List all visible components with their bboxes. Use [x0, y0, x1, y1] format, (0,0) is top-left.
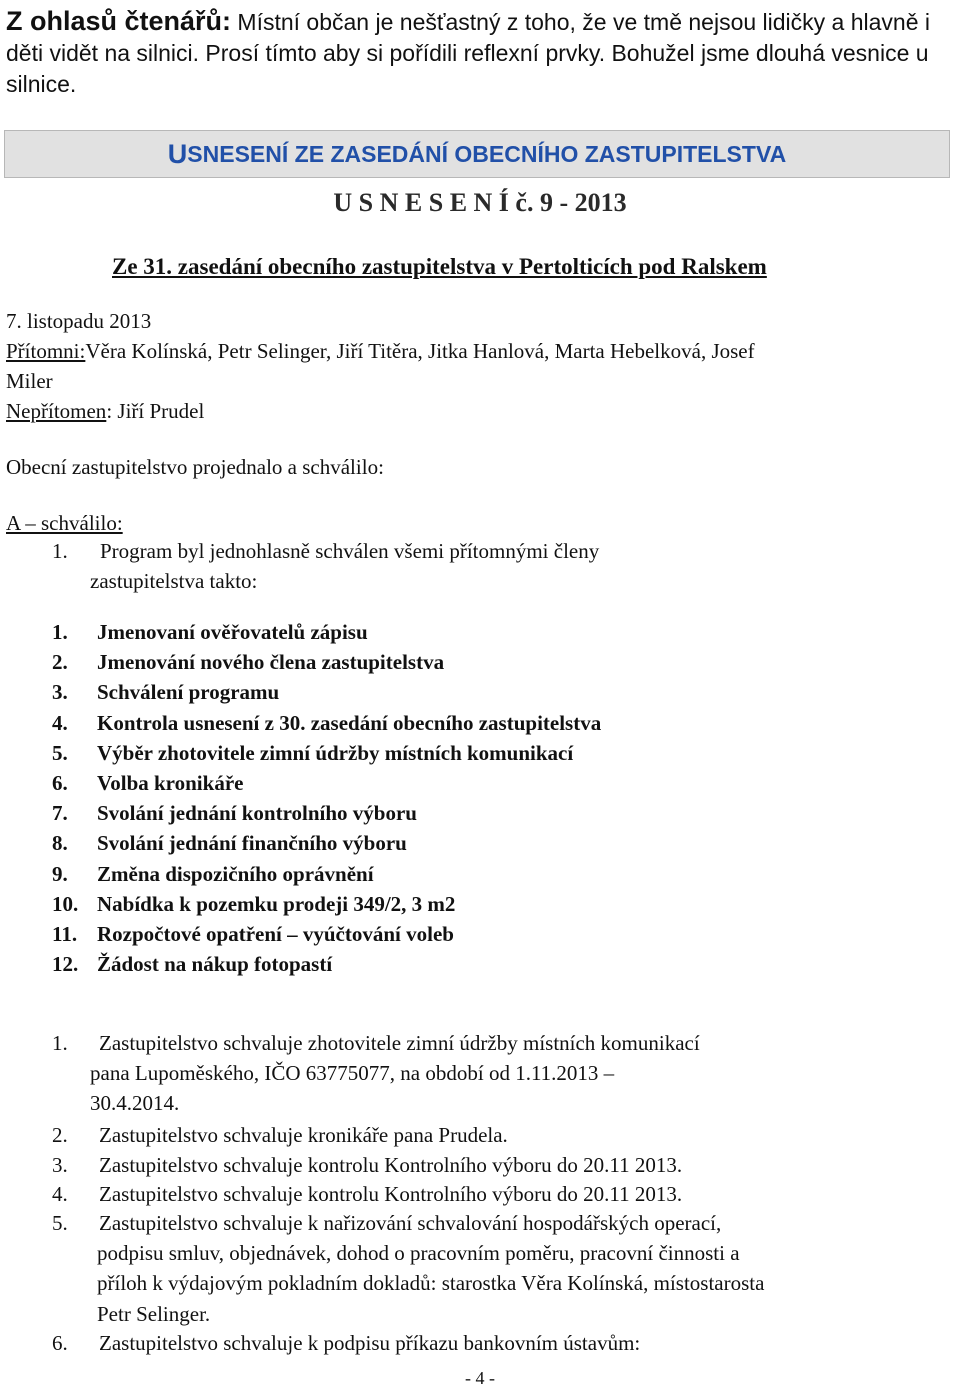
absent-name: : Jiří Prudel	[106, 399, 205, 423]
resolution-item: Zastupitelstvo schvaluje k podpisu příkazu bankovním ústavům:	[99, 1331, 641, 1355]
resolution-item-cont: Petr Selinger.	[97, 1301, 211, 1326]
program-text: Program byl jednohlasně schválen všemi přítomnými členy	[100, 539, 600, 563]
agenda-item-number: 12.	[52, 952, 79, 977]
resolution-item-number: 5.	[52, 1211, 68, 1235]
agenda-item: Výběr zhotovitele zimní údržby místních komunikací	[97, 740, 574, 765]
present-names-cont: Miler	[6, 369, 53, 393]
agenda-item: Rozpočtové opatření – vyúčtování voleb	[97, 922, 454, 946]
resolution-item: Zastupitelstvo schvaluje zhotovitele zimní údržby místních komunikací	[99, 1031, 700, 1055]
program-text-cont: zastupitelstva takto:	[90, 569, 258, 593]
approved-intro: Obecní zastupitelstvo projednalo a schválilo:	[6, 455, 384, 479]
page-number: - 4 -	[465, 1368, 495, 1388]
letter-heading: Z ohlasů čtenářů:	[6, 6, 232, 36]
resolution-item-cont: podpisu smluv, objednávek, dohod o pracovním poměru, pracovní činnosti a	[97, 1241, 740, 1266]
resolution-item: Zastupitelstvo schvaluje kontrolu Kontrolního výboru do 20.11 2013.	[99, 1182, 683, 1206]
absent-label: Nepřítomen	[6, 399, 107, 423]
session-title: Ze 31. zasedání obecního zastupitelstva v Pertolticích pod Ralskem	[112, 254, 767, 279]
agenda-item-number: 9.	[52, 861, 68, 886]
agenda-item-number: 3.	[52, 680, 68, 705]
resolution-item: Zastupitelstvo schvaluje kronikáře pana Prudela.	[99, 1123, 508, 1147]
resolution-item-number: 4.	[52, 1182, 68, 1206]
agenda-item: Schválení programu	[97, 680, 280, 705]
resolution-item-number: 3.	[52, 1153, 68, 1177]
section-banner	[4, 130, 950, 178]
agenda-item-number: 8.	[52, 831, 68, 856]
agenda-item: Jmenování nového člena zastupitelstva	[97, 650, 445, 675]
agenda-item-number: 11.	[52, 922, 78, 946]
absent-line	[6, 396, 204, 426]
reader-letter	[6, 6, 956, 100]
section-a-heading: A – schválilo:	[6, 511, 123, 535]
present-line	[6, 336, 755, 366]
agenda-item: Volba kronikáře	[97, 771, 244, 795]
agenda-item: Svolání jednání kontrolního výboru	[97, 801, 417, 826]
resolution-item: Zastupitelstvo schvaluje k nařizování schvalování hospodářských operací,	[99, 1211, 722, 1235]
agenda-item-number: 10.	[52, 891, 79, 916]
agenda-item-number: 6.	[52, 771, 68, 795]
agenda-item: Svolání jednání finančního výboru	[97, 831, 407, 856]
resolution-item-cont: pana Lupoměského, IČO 63775077, na období od 1.11.2013 –	[90, 1061, 615, 1086]
agenda-item-number: 5.	[52, 740, 68, 765]
agenda-item-number: 1.	[52, 620, 68, 644]
resolution-item-cont: příloh k výdajovým pokladním dokladů: starostka Věra Kolínská, místostarosta	[97, 1271, 765, 1296]
agenda-item: Nabídka k pozemku prodeji 349/2, 3 m2	[97, 891, 456, 916]
banner-title: SNESENÍ ZE ZASEDÁNÍ OBECNÍHO ZASTUPITELSTVA	[187, 140, 787, 167]
present-label: Přítomni:	[6, 339, 86, 363]
resolution-item: Zastupitelstvo schvaluje kontrolu Kontrolního výboru do 20.11 2013.	[99, 1153, 683, 1177]
banner-first-letter: U	[167, 138, 188, 169]
resolution-item-number: 2.	[52, 1123, 68, 1147]
resolution-item-number: 6.	[52, 1331, 68, 1355]
agenda-item: Žádost na nákup fotopastí	[97, 952, 333, 977]
present-names: Věra Kolínská, Petr Selinger, Jiří Titěra, Jitka Hanlová, Marta Hebelková, Josef	[85, 339, 755, 363]
meeting-date: 7. listopadu 2013	[6, 309, 152, 333]
agenda-item: Změna dispozičního oprávnění	[97, 861, 374, 886]
resolution-item-cont: 30.4.2014.	[90, 1091, 180, 1116]
resolution-number: U S N E S E N Í č. 9 - 2013	[333, 188, 627, 217]
program-num: 1.	[52, 539, 68, 563]
agenda-item: Jmenovaní ověřovatelů zápisu	[97, 620, 368, 644]
letter-text: Místní občan je nešťastný z toho, že ve tmě nejsou lidičky a hlavně i děti vidět na silnici. Prosí tímto aby si pořídili reflexní prvky. Bohužel jsme dlouhá vesnice u silnice.	[6, 9, 931, 97]
agenda-item-number: 2.	[52, 650, 68, 675]
resolution-item-number: 1.	[52, 1031, 68, 1055]
agenda-item-number: 4.	[52, 710, 68, 735]
agenda-item: Kontrola usnesení z 30. zasedání obecního zastupitelstva	[97, 710, 602, 735]
agenda-item-number: 7.	[52, 801, 68, 826]
